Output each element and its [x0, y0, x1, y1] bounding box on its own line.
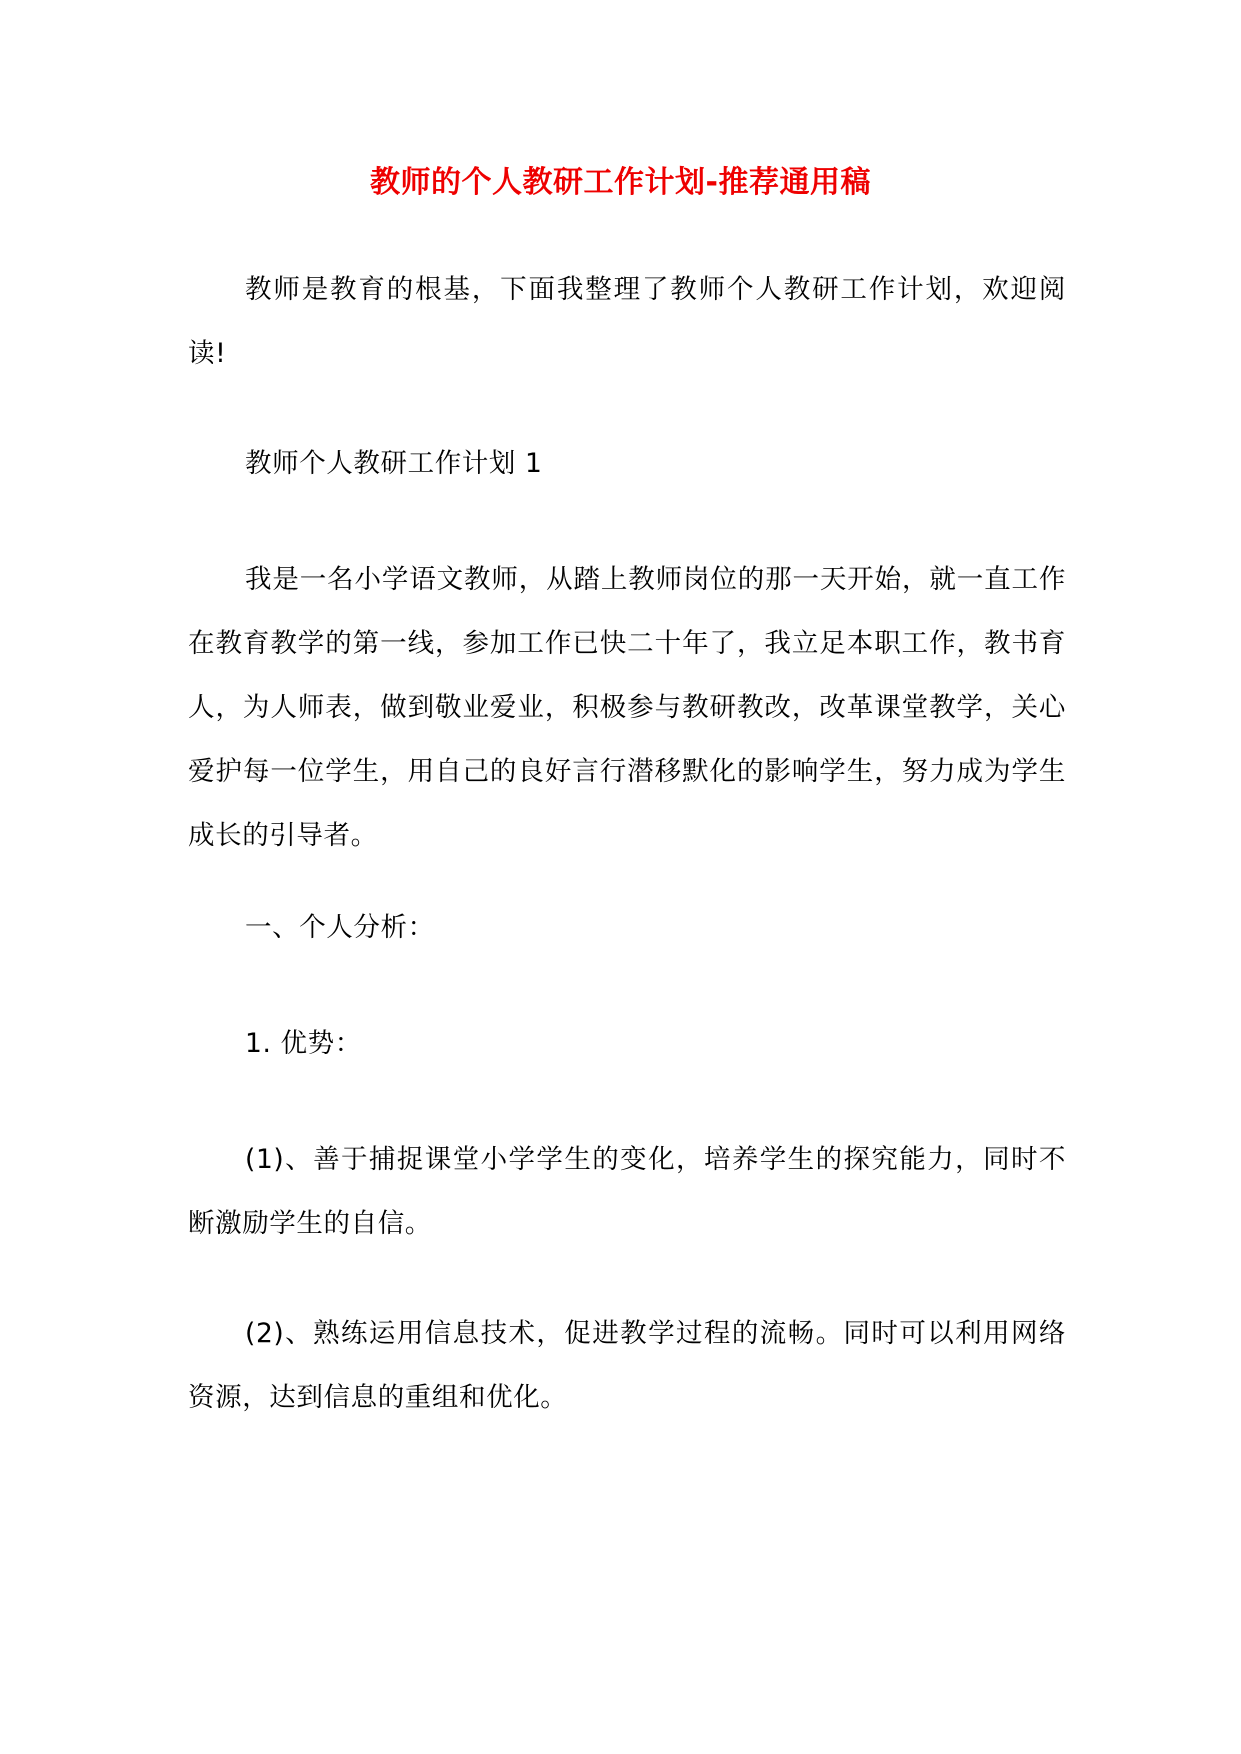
- list-item: (1)、善于捕捉课堂小学学生的变化，培养学生的探究能力，同时不断激励学生的自信。: [188, 1144, 1066, 1239]
- subheading-strengths: 1. 优势：: [245, 1028, 362, 1059]
- section-heading-plan-1: 教师个人教研工作计划 1: [245, 448, 543, 479]
- body-paragraph: 我是一名小学语文教师，从踏上教师岗位的那一天开始，就一直工作在教育教学的第一线，参加工作已快二十年了，我立足本职工作，教书育人，为人师表，做到敬业爱业，积极参与教研教改，改革课堂教学，关心爱护每一位学生，用自己的良好言行潜移默化的影响学生，努力成为学生成长的引导者。: [188, 564, 1066, 851]
- intro-paragraph: 教师是教育的根基，下面我整理了教师个人教研工作计划，欢迎阅读!: [188, 274, 1066, 369]
- section-heading-analysis: 一、个人分析：: [245, 912, 435, 943]
- list-item: (2)、熟练运用信息技术，促进教学过程的流畅。同时可以利用网络资源，达到信息的重组和优化。: [188, 1318, 1066, 1413]
- document-title: 教师的个人教研工作计划-推荐通用稿: [370, 165, 871, 200]
